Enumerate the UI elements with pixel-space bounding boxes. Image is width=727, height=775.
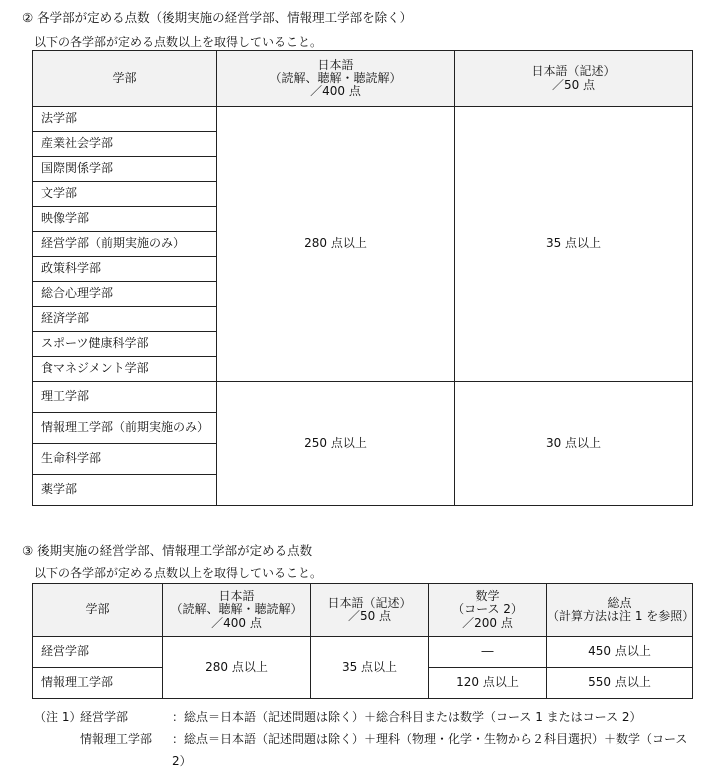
table-row [33,637,693,668]
header-dept: 学部 [33,584,163,637]
dept-cell: 経済学部 [33,307,217,332]
header-total-line2: （計算方法は注 1 を参照） [547,609,695,623]
dept-cell: 映像学部 [33,207,217,232]
dept-cell: 国際関係学部 [33,157,217,182]
score-table-1 [32,50,693,506]
header-jp-main [163,584,311,637]
total-score-cell: 550 点以上 [547,668,693,699]
header-jp-main-line2: （読解、聴解・聴読解） [269,70,402,85]
section-2-title: ② 各学部が定める点数（後期実施の経営学部、情報理工学部を除く） [22,10,413,25]
written-score-cell: 30 点以上 [455,382,693,506]
header-jp-main-line3: ／400 点 [310,84,361,99]
header-math-line3: ／200 点 [462,615,513,630]
header-jp-written-line2: ／50 点 [551,77,596,92]
header-total-line1: 総点 [607,595,632,610]
note-text: ：総点＝日本語（記述問題は除く）＋総合科目または数学（コース 1 またはコース 2） [172,710,642,724]
section-3-subtitle: 以下の各学部が定める点数以上を取得していること。 [34,566,323,580]
note-row [34,706,702,728]
header-jp-written [311,584,429,637]
header-jp-written-line1: 日本語（記述） [531,64,616,79]
table-row [33,107,693,132]
dept-cell: 生命科学部 [33,444,217,475]
dept-cell: 産業社会学部 [33,132,217,157]
header-jp-main-line2: （読解、聴解・聴読解） [170,602,303,617]
header-total [547,584,693,637]
score-table-2 [32,583,693,699]
dept-cell: 薬学部 [33,475,217,506]
dept-cell: 理工学部 [33,382,217,413]
table-row [33,382,693,413]
dept-cell: 総合心理学部 [33,282,217,307]
notes [34,706,702,772]
header-jp-main [217,51,455,107]
header-jp-written [455,51,693,107]
dept-cell: 食マネジメント学部 [33,357,217,382]
dept-cell: 政策科学部 [33,257,217,282]
dept-cell: 情報理工学部 [33,668,163,699]
header-math-line2: （コース 2） [452,602,523,617]
header-jp-main-line1: 日本語 [218,589,255,604]
written-score-cell: 35 点以上 [311,637,429,699]
note-dept: 情報理工学部 [80,732,153,746]
math-score-cell: ― [429,637,547,668]
note-label: （注 1） [34,710,82,724]
header-dept: 学部 [33,51,217,107]
written-score-cell: 35 点以上 [455,107,693,382]
header-math-line1: 数学 [475,589,500,604]
header-math [429,584,547,637]
dept-cell: 文学部 [33,182,217,207]
header-jp-main-line1: 日本語 [317,57,354,72]
total-score-cell: 450 点以上 [547,637,693,668]
jp-score-cell: 250 点以上 [217,382,455,506]
jp-score-cell: 280 点以上 [217,107,455,382]
section-3-title: ③ 後期実施の経営学部、情報理工学部が定める点数 [22,543,313,558]
dept-cell: 情報理工学部（前期実施のみ） [33,413,217,444]
math-score-cell: 120 点以上 [429,668,547,699]
section-2-subtitle: 以下の各学部が定める点数以上を取得していること。 [34,35,323,49]
header-jp-main-line3: ／400 点 [211,615,262,630]
note-dept: 経営学部 [80,710,129,724]
note-text: ：総点＝日本語（記述問題は除く）＋理科（物理・化学・生物から２科目選択）＋数学（コース 2） [172,732,688,768]
jp-score-cell: 280 点以上 [163,637,311,699]
dept-cell: 経営学部 [33,637,163,668]
dept-cell: 法学部 [33,107,217,132]
header-jp-written-line2: ／50 点 [347,609,392,623]
note-row [34,728,702,772]
header-jp-written-line1: 日本語（記述） [327,595,412,610]
dept-cell: 経営学部（前期実施のみ） [33,232,217,257]
dept-cell: スポーツ健康科学部 [33,332,217,357]
